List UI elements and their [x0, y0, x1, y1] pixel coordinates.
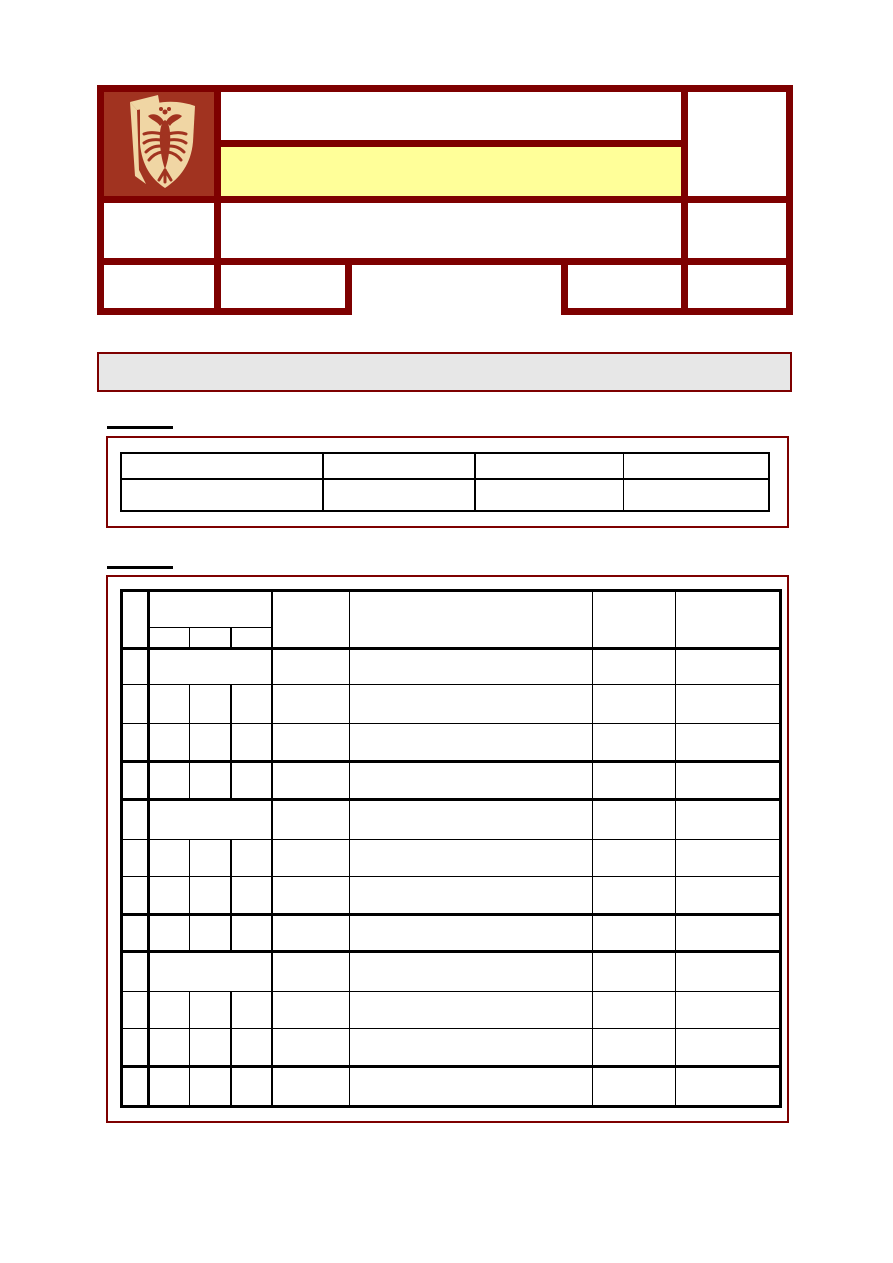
- table-cell: [190, 762, 231, 800]
- table-cell: [231, 992, 272, 1029]
- university-crest-icon: [104, 92, 214, 196]
- table-cell: [122, 762, 149, 800]
- table-cell: [350, 724, 593, 762]
- table-cell: [231, 628, 272, 649]
- table-cell: [676, 685, 781, 724]
- table-cell: [676, 992, 781, 1029]
- table-cell: [350, 840, 593, 877]
- table-cell: [350, 1029, 593, 1067]
- table-cell: [593, 877, 676, 915]
- table-cell: [231, 1029, 272, 1067]
- table-cell: [272, 724, 350, 762]
- table-cell: [231, 685, 272, 724]
- plan-table-header-row: [122, 591, 781, 628]
- table-cell: [593, 952, 676, 992]
- table-cell: [122, 1029, 149, 1067]
- table-cell: [149, 685, 190, 724]
- table-cell: [623, 479, 769, 511]
- table-cell: [231, 724, 272, 762]
- table-cell: [593, 915, 676, 952]
- table-cell: [231, 762, 272, 800]
- table-cell: [593, 840, 676, 877]
- table-cell: [190, 1029, 231, 1067]
- info-table-header-row: [121, 453, 769, 479]
- table-cell: [190, 877, 231, 915]
- table-cell: [190, 840, 231, 877]
- plan-table-row: [122, 840, 781, 877]
- table-cell-group-header: [149, 591, 272, 628]
- table-cell: [623, 453, 769, 479]
- table-cell: [350, 649, 593, 685]
- table-cell: [122, 649, 149, 685]
- table-cell: [190, 915, 231, 952]
- table-cell: [676, 724, 781, 762]
- table-cell: [676, 840, 781, 877]
- table-cell: [272, 1067, 350, 1107]
- table-cell: [149, 762, 190, 800]
- table-cell: [122, 724, 149, 762]
- table-cell: [350, 1067, 593, 1107]
- table-cell: [272, 591, 350, 649]
- table-cell: [593, 800, 676, 840]
- table-cell: [676, 1029, 781, 1067]
- table-cell: [122, 1067, 149, 1107]
- table-cell: [272, 877, 350, 915]
- plan-table-row: [122, 1067, 781, 1107]
- table-cell: [272, 649, 350, 685]
- table-cell: [122, 591, 149, 649]
- table-cell: [593, 762, 676, 800]
- section-heading-underline: [107, 566, 173, 569]
- table-cell: [149, 840, 190, 877]
- highlighted-title-cell: [221, 147, 681, 196]
- header-row3-cell: [221, 265, 345, 308]
- table-cell: [676, 800, 781, 840]
- info-table: [120, 452, 770, 512]
- table-cell: [190, 1067, 231, 1107]
- table-cell: [149, 877, 190, 915]
- table-cell: [272, 1029, 350, 1067]
- table-cell: [122, 915, 149, 952]
- table-cell: [149, 628, 190, 649]
- table-cell: [231, 840, 272, 877]
- header-row3-open-cell: [352, 265, 561, 315]
- header-title-cell: [221, 92, 681, 140]
- table-cell: [593, 649, 676, 685]
- table-cell: [475, 479, 623, 511]
- table-cell: [323, 479, 475, 511]
- plan-table-row: [122, 685, 781, 724]
- table-cell: [593, 724, 676, 762]
- section-heading-underline: [107, 426, 173, 429]
- section-banner: [97, 352, 792, 392]
- plan-table-merged-row: [122, 952, 781, 992]
- table-cell: [272, 685, 350, 724]
- plan-table-row: [122, 724, 781, 762]
- table-cell: [122, 800, 149, 840]
- table-cell: [122, 992, 149, 1029]
- header-top-right-cell: [688, 92, 786, 196]
- table-cell: [676, 952, 781, 992]
- plan-table-row: [122, 877, 781, 915]
- table-cell: [593, 591, 676, 649]
- table-cell: [231, 1067, 272, 1107]
- table-cell: [149, 952, 272, 992]
- info-table-row: [121, 479, 769, 511]
- header-row2-left-cell: [104, 203, 214, 258]
- table-frame: [106, 575, 789, 1123]
- table-cell: [350, 685, 593, 724]
- table-cell: [149, 1029, 190, 1067]
- table-cell: [676, 591, 781, 649]
- table-cell: [350, 877, 593, 915]
- table-cell: [593, 1029, 676, 1067]
- table-cell: [272, 992, 350, 1029]
- document-header-table: [97, 85, 793, 315]
- table-cell: [149, 649, 272, 685]
- table-cell: [149, 724, 190, 762]
- table-cell: [350, 915, 593, 952]
- plan-table-merged-row: [122, 800, 781, 840]
- table-cell: [121, 479, 323, 511]
- table-cell: [272, 800, 350, 840]
- table-cell: [121, 453, 323, 479]
- plan-table-merged-row: [122, 649, 781, 685]
- table-cell: [350, 762, 593, 800]
- table-cell: [231, 877, 272, 915]
- table-cell: [231, 915, 272, 952]
- table-cell: [593, 1067, 676, 1107]
- plan-table: [120, 589, 782, 1108]
- table-cell: [149, 992, 190, 1029]
- plan-table-row: [122, 1029, 781, 1067]
- table-cell: [676, 649, 781, 685]
- header-row3-cell: [104, 265, 214, 308]
- plan-table-row: [122, 915, 781, 952]
- table-cell: [350, 591, 593, 649]
- table-cell: [149, 915, 190, 952]
- table-cell: [122, 685, 149, 724]
- table-cell: [272, 762, 350, 800]
- table-cell: [149, 800, 272, 840]
- table-cell: [350, 952, 593, 992]
- table-cell: [676, 1067, 781, 1107]
- table-cell: [122, 877, 149, 915]
- header-row3-cell: [568, 265, 681, 308]
- table-cell: [475, 453, 623, 479]
- table-frame: [106, 436, 789, 528]
- table-cell: [149, 1067, 190, 1107]
- table-cell: [676, 915, 781, 952]
- table-cell: [122, 840, 149, 877]
- table-cell: [350, 800, 593, 840]
- header-row2-right-cell: [688, 203, 786, 258]
- table-cell: [190, 628, 231, 649]
- table-cell: [593, 685, 676, 724]
- table-cell: [272, 915, 350, 952]
- table-cell: [323, 453, 475, 479]
- header-row2-center-cell: [221, 203, 681, 258]
- header-row3-cell: [688, 265, 786, 308]
- table-cell: [593, 992, 676, 1029]
- plan-table-row: [122, 992, 781, 1029]
- table-cell: [676, 762, 781, 800]
- table-cell: [190, 724, 231, 762]
- table-cell: [272, 840, 350, 877]
- table-cell: [272, 952, 350, 992]
- table-cell: [350, 992, 593, 1029]
- table-cell: [190, 992, 231, 1029]
- table-cell: [190, 685, 231, 724]
- plan-table-row: [122, 762, 781, 800]
- university-logo: [104, 92, 214, 196]
- table-cell: [122, 952, 149, 992]
- table-cell: [676, 877, 781, 915]
